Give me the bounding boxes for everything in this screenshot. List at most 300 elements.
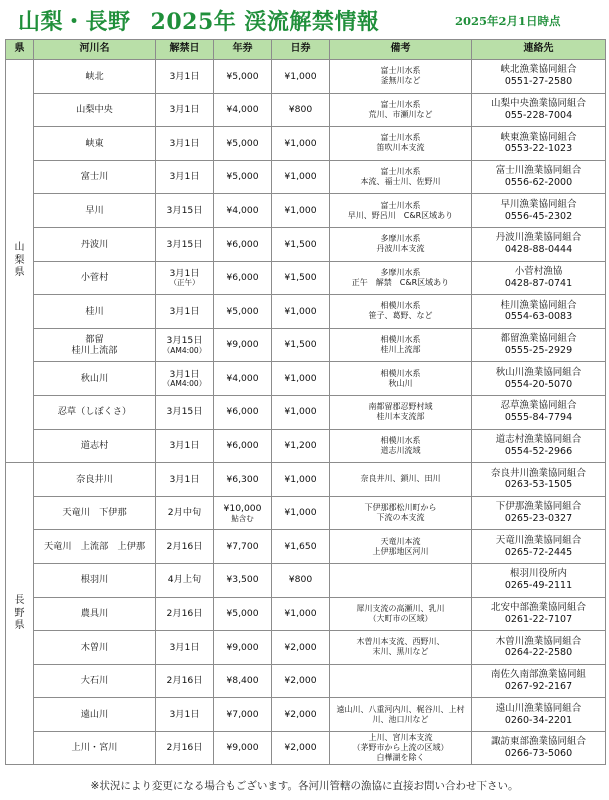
river-cell bbox=[34, 463, 156, 497]
annual-ticket-cell bbox=[214, 395, 272, 429]
contact-cell bbox=[472, 463, 606, 497]
table-row bbox=[6, 194, 606, 228]
note-line: 末川、黒川など bbox=[372, 647, 429, 657]
daily-ticket-price: ¥1,000 bbox=[284, 70, 317, 82]
note-line: 釜無川など bbox=[380, 76, 421, 86]
river-cell bbox=[34, 362, 156, 396]
contact-tel: 055-228-7004 bbox=[504, 109, 573, 121]
opening-date-cell bbox=[156, 429, 214, 463]
contact-cell bbox=[472, 631, 606, 665]
opening-date: 3月1日 bbox=[169, 473, 200, 485]
annual-ticket-price: ¥9,000 bbox=[226, 641, 259, 653]
opening-date-cell bbox=[156, 395, 214, 429]
notes-cell bbox=[330, 563, 472, 597]
annual-ticket-cell bbox=[214, 362, 272, 396]
contact-name: 都留漁業協同組合 bbox=[500, 333, 577, 345]
page-header bbox=[0, 0, 609, 38]
daily-ticket-cell bbox=[272, 631, 330, 665]
daily-ticket-price: ¥2,000 bbox=[284, 742, 317, 754]
river-cell bbox=[34, 127, 156, 161]
contact-cell bbox=[472, 563, 606, 597]
table-row bbox=[6, 597, 606, 631]
opening-date: 3月15日 bbox=[166, 204, 203, 216]
note-line: 相模川水系 bbox=[380, 368, 421, 378]
daily-ticket-price: ¥800 bbox=[288, 104, 313, 116]
table-row bbox=[6, 160, 606, 194]
table-row bbox=[6, 429, 606, 463]
opening-date-note: （正午） bbox=[169, 278, 200, 288]
annual-ticket-cell bbox=[214, 227, 272, 261]
table-row bbox=[6, 463, 606, 497]
river-name: 天竜川 上流部 上伊那 bbox=[43, 540, 146, 552]
note-line: 多摩川水系 bbox=[380, 267, 421, 277]
opening-date-cell bbox=[156, 698, 214, 732]
contact-tel: 0263-53-1505 bbox=[504, 479, 573, 491]
footer-note: ※状況により変更になる場合もございます。各河川管轄の漁協に直接お問い合わせ下さい。 bbox=[90, 780, 519, 792]
daily-ticket-cell bbox=[272, 731, 330, 765]
daily-ticket-cell bbox=[272, 227, 330, 261]
opening-date-cell bbox=[156, 496, 214, 530]
contact-tel: 0260-34-2201 bbox=[504, 714, 573, 726]
note-line: 下流の本支流 bbox=[376, 513, 425, 523]
river-cell bbox=[34, 530, 156, 564]
col-header-notes: 備考 bbox=[330, 40, 472, 60]
contact-tel: 0261-22-7107 bbox=[504, 613, 573, 625]
annual-ticket-price: ¥3,500 bbox=[226, 574, 259, 586]
contact-name: 遠山川漁業協同組合 bbox=[495, 702, 582, 714]
daily-ticket-price: ¥800 bbox=[288, 574, 313, 586]
contact-name: 天竜川漁業協同組合 bbox=[495, 534, 582, 546]
contact-tel: 0555-25-2929 bbox=[504, 345, 573, 357]
contact-name: 秋山川漁業協同組合 bbox=[495, 366, 582, 378]
table-row bbox=[6, 395, 606, 429]
contact-tel: 0555-84-7794 bbox=[504, 412, 573, 424]
opening-date-cell bbox=[156, 731, 214, 765]
annual-ticket-price: ¥5,000 bbox=[226, 305, 259, 317]
daily-ticket-price: ¥2,000 bbox=[284, 708, 317, 720]
notes-cell bbox=[330, 664, 472, 698]
river-name: 都留 bbox=[85, 333, 104, 345]
page-title bbox=[18, 5, 379, 36]
daily-ticket-cell bbox=[272, 127, 330, 161]
table-row bbox=[6, 631, 606, 665]
contact-tel: 0556-45-2302 bbox=[504, 210, 573, 222]
daily-ticket-cell bbox=[272, 160, 330, 194]
opening-date-cell bbox=[156, 160, 214, 194]
annual-ticket-price: ¥6,000 bbox=[226, 440, 259, 452]
contact-cell bbox=[472, 60, 606, 94]
river-cell bbox=[34, 227, 156, 261]
annual-ticket-cell bbox=[214, 530, 272, 564]
note-line: 遠山川、八重河内川、梶谷川、上村 bbox=[336, 704, 465, 714]
annual-ticket-price: ¥6,300 bbox=[226, 473, 259, 485]
annual-ticket-price: ¥9,000 bbox=[226, 339, 259, 351]
annual-ticket-cell bbox=[214, 698, 272, 732]
opening-date: 2月16日 bbox=[166, 540, 203, 552]
col-header-opening-date: 解禁日 bbox=[156, 40, 214, 60]
river-name: 遠山川 bbox=[80, 708, 109, 720]
opening-date: 3月15日 bbox=[166, 406, 203, 418]
table-row bbox=[6, 698, 606, 732]
opening-date: 3月1日 bbox=[169, 137, 200, 149]
contact-cell bbox=[472, 295, 606, 329]
table-row bbox=[6, 563, 606, 597]
table-row bbox=[6, 362, 606, 396]
as-of-date: 2025年2月1日時点 bbox=[455, 14, 561, 28]
river-name: 忍草（しぼくさ） bbox=[57, 406, 132, 418]
daily-ticket-price: ¥1,000 bbox=[284, 204, 317, 216]
contact-tel: 0554-20-5070 bbox=[504, 378, 573, 390]
daily-ticket-cell bbox=[272, 530, 330, 564]
contact-cell bbox=[472, 698, 606, 732]
river-name: 天竜川 下伊那 bbox=[62, 507, 127, 519]
col-header-annual-ticket: 年券 bbox=[214, 40, 272, 60]
opening-date-cell bbox=[156, 261, 214, 295]
river-opening-table bbox=[5, 39, 606, 765]
note-line: 富士川水系 bbox=[380, 167, 421, 177]
contact-tel: 0264-22-2580 bbox=[504, 647, 573, 659]
opening-date: 3月1日 bbox=[169, 708, 200, 720]
daily-ticket-price: ¥1,500 bbox=[284, 238, 317, 250]
daily-ticket-cell bbox=[272, 328, 330, 362]
notes-cell bbox=[330, 194, 472, 228]
annual-ticket-cell bbox=[214, 731, 272, 765]
notes-cell bbox=[330, 429, 472, 463]
annual-ticket-price: ¥5,000 bbox=[226, 137, 259, 149]
contact-tel: 0267-92-2167 bbox=[504, 680, 573, 692]
contact-name: 木曽川漁業協同組合 bbox=[495, 635, 582, 647]
contact-tel: 0428-88-0444 bbox=[504, 244, 573, 256]
river-cell bbox=[34, 328, 156, 362]
daily-ticket-cell bbox=[272, 463, 330, 497]
annual-ticket-cell bbox=[214, 429, 272, 463]
river-name: 桂川 bbox=[85, 305, 104, 317]
contact-tel: 0265-49-2111 bbox=[504, 580, 573, 592]
note-line: 奈良井川、鎖川、田川 bbox=[360, 474, 441, 484]
river-name: 秋山川 bbox=[80, 372, 109, 384]
contact-name: 峡東漁業協同組合 bbox=[500, 131, 577, 143]
contact-cell bbox=[472, 731, 606, 765]
contact-name: 山梨中央漁業協同組合 bbox=[490, 98, 586, 110]
river-cell bbox=[34, 563, 156, 597]
annual-ticket-price: ¥6,000 bbox=[226, 238, 259, 250]
daily-ticket-cell bbox=[272, 429, 330, 463]
river-name: 富士川 bbox=[80, 171, 109, 183]
contact-tel: 0556-62-2000 bbox=[504, 177, 573, 189]
notes-cell bbox=[330, 127, 472, 161]
opening-date-cell bbox=[156, 362, 214, 396]
opening-date-cell bbox=[156, 295, 214, 329]
contact-name: 北安中部漁業協同組合 bbox=[490, 601, 586, 613]
note-line: 相模川水系 bbox=[380, 335, 421, 345]
daily-ticket-cell bbox=[272, 261, 330, 295]
opening-date: 3月1日 bbox=[169, 641, 200, 653]
annual-ticket-price: ¥4,000 bbox=[226, 104, 259, 116]
note-line: 富士川水系 bbox=[380, 133, 421, 143]
opening-date-cell bbox=[156, 664, 214, 698]
prefecture-cell-yamanashi: 山 梨 県 bbox=[6, 60, 34, 463]
river-cell bbox=[34, 597, 156, 631]
annual-ticket-cell bbox=[214, 93, 272, 127]
note-line: 相模川水系 bbox=[380, 435, 421, 445]
annual-ticket-cell bbox=[214, 160, 272, 194]
contact-name: 下伊那漁業協同組合 bbox=[495, 501, 582, 513]
notes-cell bbox=[330, 698, 472, 732]
contact-cell bbox=[472, 664, 606, 698]
annual-ticket-price: ¥8,400 bbox=[226, 675, 259, 687]
opening-date: 3月1日 bbox=[169, 440, 200, 452]
annual-ticket-price: ¥6,000 bbox=[226, 272, 259, 284]
note-line: 相模川水系 bbox=[380, 301, 421, 311]
note-line: 正午 解禁 C&R区域あり bbox=[351, 277, 450, 287]
daily-ticket-price: ¥1,200 bbox=[284, 440, 317, 452]
river-name: 山梨中央 bbox=[76, 104, 113, 116]
contact-cell bbox=[472, 429, 606, 463]
contact-cell bbox=[472, 127, 606, 161]
opening-date: 3月15日 bbox=[166, 238, 203, 250]
notes-cell bbox=[330, 93, 472, 127]
contact-cell bbox=[472, 160, 606, 194]
notes-cell bbox=[330, 295, 472, 329]
daily-ticket-cell bbox=[272, 496, 330, 530]
notes-cell bbox=[330, 328, 472, 362]
opening-date: 2月16日 bbox=[166, 742, 203, 754]
river-name: 農具川 bbox=[80, 608, 109, 620]
note-line: 丹波川本支流 bbox=[376, 244, 425, 254]
opening-date: 2月16日 bbox=[166, 608, 203, 620]
daily-ticket-cell bbox=[272, 395, 330, 429]
river-name: 根羽川 bbox=[80, 574, 109, 586]
notes-cell bbox=[330, 597, 472, 631]
opening-date: 3月1日 bbox=[169, 305, 200, 317]
river-name: 木曽川 bbox=[80, 641, 109, 653]
river-name: 小菅村 bbox=[80, 272, 109, 284]
opening-date: 4月上旬 bbox=[167, 574, 202, 586]
daily-ticket-price: ¥1,500 bbox=[284, 272, 317, 284]
contact-name: 早川漁業協同組合 bbox=[500, 198, 577, 210]
river-name: 道志村 bbox=[80, 440, 109, 452]
annual-ticket-price: ¥5,000 bbox=[226, 608, 259, 620]
contact-cell bbox=[472, 395, 606, 429]
opening-date-cell bbox=[156, 530, 214, 564]
contact-cell bbox=[472, 227, 606, 261]
table-row bbox=[6, 295, 606, 329]
opening-date: 2月16日 bbox=[166, 675, 203, 687]
note-line: 富士川水系 bbox=[380, 66, 421, 76]
table-row bbox=[6, 328, 606, 362]
notes-cell bbox=[330, 631, 472, 665]
river-name: 上川・宮川 bbox=[71, 742, 118, 754]
annual-ticket-price: ¥5,000 bbox=[226, 70, 259, 82]
annual-ticket-price: ¥5,000 bbox=[226, 171, 259, 183]
river-cell bbox=[34, 295, 156, 329]
note-line: 木曽川本支流、西野川、 bbox=[356, 637, 445, 647]
annual-ticket-cell bbox=[214, 60, 272, 94]
table-row bbox=[6, 93, 606, 127]
contact-tel: 0428-87-0741 bbox=[504, 277, 573, 289]
note-line: （茅野市から上流の区域） bbox=[352, 743, 449, 753]
annual-ticket-price: ¥10,000 bbox=[223, 503, 262, 515]
opening-date-cell bbox=[156, 194, 214, 228]
opening-date-cell bbox=[156, 597, 214, 631]
table-row bbox=[6, 530, 606, 564]
contact-tel: 0266-73-5060 bbox=[504, 748, 573, 760]
note-line: 荒川、市瀬川など bbox=[368, 109, 433, 119]
opening-date-cell bbox=[156, 563, 214, 597]
opening-date-cell bbox=[156, 127, 214, 161]
annual-ticket-cell bbox=[214, 631, 272, 665]
table-row bbox=[6, 60, 606, 94]
river-cell bbox=[34, 60, 156, 94]
notes-cell bbox=[330, 530, 472, 564]
river-cell bbox=[34, 395, 156, 429]
notes-cell bbox=[330, 395, 472, 429]
opening-date: 3月1日 bbox=[169, 104, 200, 116]
contact-cell bbox=[472, 261, 606, 295]
contact-name: 丹波川漁業協同組合 bbox=[495, 232, 582, 244]
annual-ticket-cell bbox=[214, 127, 272, 161]
daily-ticket-cell bbox=[272, 93, 330, 127]
daily-ticket-price: ¥1,000 bbox=[284, 171, 317, 183]
opening-date-cell bbox=[156, 93, 214, 127]
annual-ticket-cell bbox=[214, 496, 272, 530]
daily-ticket-price: ¥1,650 bbox=[284, 540, 317, 552]
note-line: 富士川水系 bbox=[380, 200, 421, 210]
daily-ticket-cell bbox=[272, 295, 330, 329]
prefecture-cell-nagano: 長 野 県 bbox=[6, 463, 34, 765]
note-line: 下伊那郡松川町から bbox=[364, 503, 437, 513]
daily-ticket-price: ¥2,000 bbox=[284, 675, 317, 687]
river-cell bbox=[34, 731, 156, 765]
col-header-daily-ticket: 日券 bbox=[272, 40, 330, 60]
notes-cell bbox=[330, 60, 472, 94]
contact-cell bbox=[472, 93, 606, 127]
opening-date-cell bbox=[156, 631, 214, 665]
daily-ticket-cell bbox=[272, 60, 330, 94]
river-name: 峡東 bbox=[85, 137, 104, 149]
daily-ticket-price: ¥1,000 bbox=[284, 372, 317, 384]
daily-ticket-price: ¥1,000 bbox=[284, 507, 317, 519]
river-cell bbox=[34, 664, 156, 698]
table-header-row bbox=[6, 40, 606, 60]
river-name: 大石川 bbox=[80, 675, 109, 687]
opening-date: 3月1日 bbox=[169, 70, 200, 82]
contact-name: 奈良井川漁業協同組合 bbox=[490, 467, 586, 479]
contact-cell bbox=[472, 362, 606, 396]
annual-ticket-note: 鮎含む bbox=[231, 513, 254, 523]
col-header-prefecture: 県 bbox=[6, 40, 34, 60]
note-line: 上川、宮川本支流 bbox=[368, 733, 433, 743]
daily-ticket-cell bbox=[272, 698, 330, 732]
note-line: 多摩川水系 bbox=[380, 234, 421, 244]
table-row bbox=[6, 127, 606, 161]
river-cell bbox=[34, 194, 156, 228]
note-line: 本流、福士川、佐野川 bbox=[360, 177, 441, 187]
contact-tel: 0265-23-0327 bbox=[504, 513, 573, 525]
note-line: 南都留郡忍野村域 bbox=[368, 402, 433, 412]
opening-date-note: （AM4:00） bbox=[162, 379, 207, 389]
daily-ticket-price: ¥1,000 bbox=[284, 406, 317, 418]
contact-cell bbox=[472, 496, 606, 530]
annual-ticket-cell bbox=[214, 328, 272, 362]
table-body bbox=[6, 60, 606, 765]
note-line: 上伊那地区河川 bbox=[372, 546, 429, 556]
annual-ticket-price: ¥7,700 bbox=[226, 540, 259, 552]
annual-ticket-cell bbox=[214, 597, 272, 631]
river-name-line2: 桂川上流部 bbox=[71, 345, 118, 357]
note-line: 犀川支流の高瀬川、乳川 bbox=[356, 603, 445, 613]
annual-ticket-cell bbox=[214, 463, 272, 497]
daily-ticket-price: ¥1,000 bbox=[284, 305, 317, 317]
daily-ticket-cell bbox=[272, 664, 330, 698]
notes-cell bbox=[330, 362, 472, 396]
note-line: 桂川上流部 bbox=[380, 345, 421, 355]
contact-cell bbox=[472, 597, 606, 631]
notes-cell bbox=[330, 261, 472, 295]
table-row bbox=[6, 261, 606, 295]
table-row bbox=[6, 496, 606, 530]
river-cell bbox=[34, 698, 156, 732]
opening-date: 2月中旬 bbox=[167, 507, 202, 519]
opening-date: 3月15日 bbox=[166, 335, 203, 347]
river-name: 丹波川 bbox=[80, 238, 109, 250]
contact-tel: 0265-72-2445 bbox=[504, 546, 573, 558]
note-line: 道志川流域 bbox=[380, 445, 421, 455]
notes-cell bbox=[330, 160, 472, 194]
contact-tel: 0553-22-1023 bbox=[504, 143, 573, 155]
note-line: 川、池口川など bbox=[372, 714, 429, 724]
river-name: 峡北 bbox=[85, 70, 104, 82]
title-region: 山梨・長野 bbox=[18, 9, 131, 35]
opening-date-cell bbox=[156, 60, 214, 94]
contact-tel: 0554-63-0083 bbox=[504, 311, 573, 323]
contact-name: 南佐久南部漁業協同組 bbox=[490, 669, 586, 681]
contact-name: 根羽川役所内 bbox=[509, 568, 567, 580]
contact-cell bbox=[472, 194, 606, 228]
contact-name: 諏訪東部漁業協同組合 bbox=[490, 736, 586, 748]
river-cell bbox=[34, 496, 156, 530]
note-line: 白樺湖を除く bbox=[376, 753, 425, 763]
col-header-contact: 連絡先 bbox=[472, 40, 606, 60]
annual-ticket-price: ¥7,000 bbox=[226, 708, 259, 720]
contact-cell bbox=[472, 328, 606, 362]
note-line: 早川、野呂川 C&R区域あり bbox=[347, 210, 454, 220]
river-cell bbox=[34, 261, 156, 295]
title-main: 2025年 渓流解禁情報 bbox=[150, 9, 380, 35]
annual-ticket-cell bbox=[214, 194, 272, 228]
opening-date-cell bbox=[156, 328, 214, 362]
opening-date: 3月1日 bbox=[169, 267, 200, 279]
contact-cell bbox=[472, 530, 606, 564]
contact-name: 峡北漁業協同組合 bbox=[500, 64, 577, 76]
notes-cell bbox=[330, 463, 472, 497]
table-row bbox=[6, 731, 606, 765]
contact-name: 道志村漁業協同組合 bbox=[495, 433, 582, 445]
table-row bbox=[6, 664, 606, 698]
note-line: 天竜川本流 bbox=[380, 536, 421, 546]
daily-ticket-price: ¥1,000 bbox=[284, 473, 317, 485]
daily-ticket-cell bbox=[272, 563, 330, 597]
contact-tel: 0551-27-2580 bbox=[504, 76, 573, 88]
river-name: 早川 bbox=[85, 204, 104, 216]
opening-date-cell bbox=[156, 463, 214, 497]
annual-ticket-price: ¥4,000 bbox=[226, 204, 259, 216]
annual-ticket-price: ¥6,000 bbox=[226, 406, 259, 418]
river-cell bbox=[34, 160, 156, 194]
note-line: （大町市の区域） bbox=[368, 613, 433, 623]
daily-ticket-price: ¥1,000 bbox=[284, 137, 317, 149]
annual-ticket-price: ¥4,000 bbox=[226, 372, 259, 384]
